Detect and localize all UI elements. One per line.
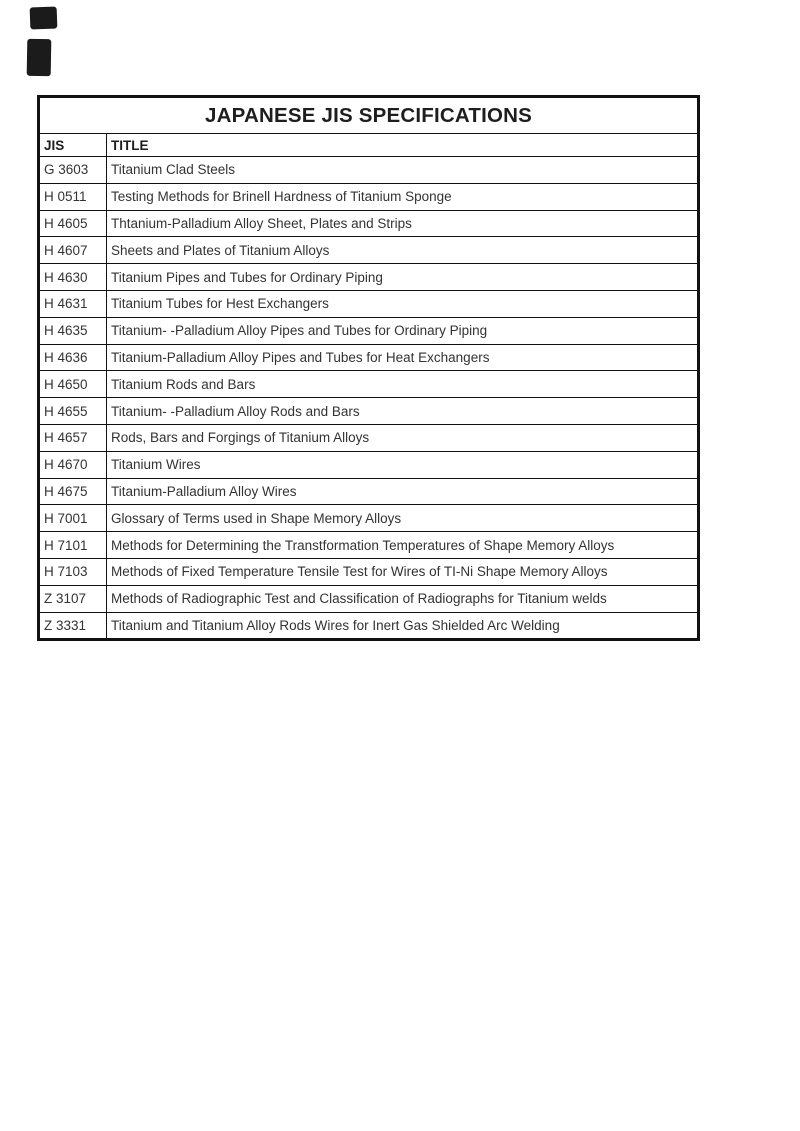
table-row — [39, 585, 699, 612]
jis-code-cell: H 7103 — [39, 558, 107, 585]
spec-title-cell: Titanium Rods and Bars — [107, 371, 699, 398]
spec-title-cell: Titanium Pipes and Tubes for Ordinary Piping — [107, 264, 699, 291]
jis-code-cell: H 4635 — [39, 317, 107, 344]
table-row — [39, 157, 699, 184]
table-row — [39, 451, 699, 478]
table-row — [39, 532, 699, 559]
jis-code-cell: Z 3331 — [39, 612, 107, 640]
jis-code-cell: G 3603 — [39, 157, 107, 184]
table-title: JAPANESE JIS SPECIFICATIONS — [39, 97, 699, 134]
table-row — [39, 398, 699, 425]
table-row — [39, 290, 699, 317]
table-row — [39, 505, 699, 532]
spec-title-cell: Methods of Radiographic Test and Classification of Radiographs for Titanium welds — [107, 585, 699, 612]
jis-specifications-table — [37, 95, 700, 641]
jis-code-cell: H 4605 — [39, 210, 107, 237]
table-row — [39, 264, 699, 291]
spec-title-cell: Methods for Determining the Transtformation Temperatures of Shape Memory Alloys — [107, 532, 699, 559]
spec-title-cell: Titanium-Palladium Alloy Pipes and Tubes for Heat Exchangers — [107, 344, 699, 371]
table-row — [39, 237, 699, 264]
scan-artifact-mark-bottom — [27, 39, 52, 76]
spec-title-cell: Methods of Fixed Temperature Tensile Test for Wires of TI-Ni Shape Memory Alloys — [107, 558, 699, 585]
column-header-title: TITLE — [107, 134, 699, 157]
spec-title-cell: Rods, Bars and Forgings of Titanium Alloys — [107, 424, 699, 451]
table-row — [39, 344, 699, 371]
scan-artifact-mark-top — [30, 7, 58, 30]
jis-code-cell: H 4655 — [39, 398, 107, 425]
spec-title-cell: Titanium- -Palladium Alloy Rods and Bars — [107, 398, 699, 425]
table-row — [39, 612, 699, 640]
spec-title-cell: Sheets and Plates of Titanium Alloys — [107, 237, 699, 264]
spec-title-cell: Titanium- -Palladium Alloy Pipes and Tubes for Ordinary Piping — [107, 317, 699, 344]
jis-code-cell: H 7101 — [39, 532, 107, 559]
jis-code-cell: H 4631 — [39, 290, 107, 317]
table-row — [39, 424, 699, 451]
jis-code-cell: H 4607 — [39, 237, 107, 264]
spec-title-cell: Titanium Clad Steels — [107, 157, 699, 184]
jis-code-cell: H 4675 — [39, 478, 107, 505]
jis-code-cell: H 4636 — [39, 344, 107, 371]
jis-code-cell: H 4650 — [39, 371, 107, 398]
column-header-row — [39, 134, 699, 157]
jis-code-cell: Z 3107 — [39, 585, 107, 612]
table-row — [39, 371, 699, 398]
spec-title-cell: Titanium-Palladium Alloy Wires — [107, 478, 699, 505]
table-row — [39, 558, 699, 585]
table-row — [39, 478, 699, 505]
jis-code-cell: H 4630 — [39, 264, 107, 291]
jis-code-cell: H 0511 — [39, 183, 107, 210]
jis-code-cell: H 7001 — [39, 505, 107, 532]
spec-title-cell: Titanium Tubes for Hest Exchangers — [107, 290, 699, 317]
jis-code-cell: H 4657 — [39, 424, 107, 451]
spec-title-cell: Thtanium-Palladium Alloy Sheet, Plates and Strips — [107, 210, 699, 237]
spec-title-cell: Titanium Wires — [107, 451, 699, 478]
table-row — [39, 210, 699, 237]
spec-title-cell: Testing Methods for Brinell Hardness of Titanium Sponge — [107, 183, 699, 210]
spec-title-cell: Titanium and Titanium Alloy Rods Wires for Inert Gas Shielded Arc Welding — [107, 612, 699, 640]
table-row — [39, 317, 699, 344]
jis-code-cell: H 4670 — [39, 451, 107, 478]
spec-title-cell: Glossary of Terms used in Shape Memory Alloys — [107, 505, 699, 532]
column-header-jis: JIS — [39, 134, 107, 157]
table-row — [39, 183, 699, 210]
table-title-row — [39, 97, 699, 134]
